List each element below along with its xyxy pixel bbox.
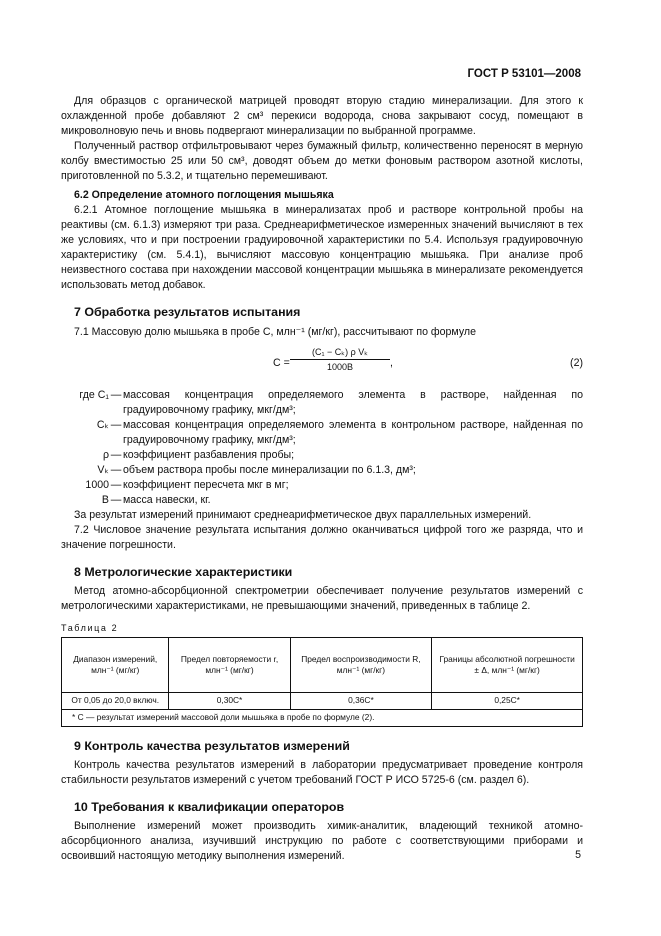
section-10-title: 10 Требования к квалификации операторов (74, 800, 345, 815)
formula-numerator: (C₁ − Cₖ) ρ Vₖ (290, 346, 390, 361)
header-reproducibility: Предел воспроизводимости R, млн⁻¹ (мг/кг) (290, 637, 432, 692)
definition-symbol: где C₁ (79, 388, 109, 401)
formula-fraction (290, 346, 390, 375)
section-9-title: 9 Контроль качества результатов измерений (74, 738, 350, 753)
paragraph-7-1: 7.1 Массовую долю мышьяка в пробе C, млн⁻¹ (мг/кг), рассчитывают по формуле (74, 325, 476, 338)
definition-text: масса навески, кг. (123, 493, 211, 506)
definition-symbol: B (101, 493, 109, 506)
section-7-title: 7 Обработка результатов испытания (74, 305, 301, 320)
definition-symbol: 1000 (85, 478, 109, 491)
definition-dash: — (110, 463, 122, 476)
paragraph-filtration: Полученный раствор отфильтровывают через бумажный фильтр, количественно переносят в мерную колбу вместимостью 25 или 50 см³, доводят объем до метки фоновым раствором азотной кислоты, приготовленной по 5.3.2, и тщательно перемешивают. (61, 140, 583, 183)
definition-text: массовая концентрация определяемого элемента в контрольном растворе, найденная по градуировочному графику, мкг/дм³; (123, 418, 583, 446)
definition-item (61, 463, 583, 478)
table-row (62, 692, 583, 709)
definition-text: коэффициент пересчета мкг в мг; (123, 478, 289, 491)
definition-dash: — (110, 478, 122, 491)
document-code: ГОСТ Р 53101—2008 (467, 68, 581, 80)
paragraph-7-2: 7.2 Числовое значение результата испытания должно оканчиваться цифрой того же разряда, что и значение погрешности. (61, 523, 583, 551)
formula-comma: , (390, 356, 393, 369)
table-caption: Таблица 2 (61, 623, 119, 634)
symbol-definitions (61, 388, 583, 508)
header-error-bounds: Границы абсолютной погрешности ± Δ, млн⁻¹ (мг/кг) (432, 637, 583, 692)
cell-reproducibility: 0,36C* (290, 692, 432, 709)
definition-item (61, 418, 583, 448)
definition-dash: — (110, 448, 122, 461)
paragraph-organic-matrix: Для образцов с органической матрицей проводят вторую стадию минерализации. Для этого к охлажденной пробе добавляют 2 см³ перекиси водорода, снова закрывают сосуд, помещают в микроволновую печь и вновь подвергают минерализации по выбранной программе. (61, 95, 583, 138)
cell-error-bounds: 0,25C* (432, 692, 583, 709)
definition-text: коэффициент разбавления пробы; (123, 448, 295, 461)
section-8-title: 8 Метрологические характеристики (74, 564, 293, 579)
paragraph-9: Контроль качества результатов измерений в лаборатории предусматривает проведение контроля стабильности результатов измерений с учетом требований ГОСТ Р ИСО 5725-6 (см. раздел 6). (61, 758, 583, 787)
definition-text: объем раствора пробы после минерализации по 6.1.3, дм³; (123, 463, 416, 476)
table-footnote: * C — результат измерений массовой доли мышьяка в пробе по формуле (2). (62, 709, 583, 726)
definition-item (61, 493, 583, 508)
formula-denominator: 1000B (326, 362, 354, 373)
paragraph-8: Метод атомно-абсорбционной спектрометрии обеспечивает получение результатов измерений с метрологическими характеристиками, не превышающими значений, приведенных в таблице 2. (61, 585, 583, 613)
cell-repeatability: 0,30C* (169, 692, 290, 709)
formula-2 (61, 344, 583, 384)
definition-symbol: Cₖ (96, 418, 109, 431)
definition-dash: — (110, 388, 122, 401)
table-note-row (62, 709, 583, 726)
formula-number: (2) (570, 356, 583, 369)
document-body (61, 94, 583, 864)
paragraph-10: Выполнение измерений может производить химик-аналитик, владеющий техникой атомно-абсорбционного анализа, изучивший инструкцию по работе с соответствующими приборами и освоивший настоящую методику выполнения измерений. (61, 820, 583, 863)
section-6-2-title: 6.2 Определение атомного поглощения мышьяка (74, 189, 334, 202)
paragraph-6-2-1: 6.2.1 Атомное поглощение мышьяка в минерализатах проб и растворе контрольной пробы на реактивы (см. 6.1.3) измеряют три раза. Среднеарифметическое измеренных значений вычисляют в тех же условиях, что и при построении градуировочной характеристики по 5.4. Используя градуировочную характеристику (см. 5.4.1), вычисляют массовую концентрацию мышьяка. При анализе проб неизвестного состава при нахождении массовой концентрации мышьяка в минерализате рекомендуется использовать метод добавок. (61, 204, 583, 292)
definition-dash: — (110, 418, 122, 431)
formula-lhs: C = (273, 356, 290, 369)
definition-text: массовая концентрация определяемого элемента в растворе, найденная по градуировочному графику, мкг/дм³; (123, 388, 583, 416)
page-number: 5 (575, 849, 581, 861)
definition-symbol: ρ (102, 448, 109, 461)
definition-item (61, 388, 583, 418)
definition-item (61, 448, 583, 463)
cell-range: От 0,05 до 20,0 включ. (62, 692, 169, 709)
paragraph-result-average: За результат измерений принимают среднеарифметическое двух параллельных измерений. (74, 508, 532, 521)
metrology-table (61, 637, 583, 727)
table-header-row (62, 637, 583, 692)
definition-item (61, 478, 583, 493)
definition-symbol: Vₖ (97, 463, 109, 476)
header-range: Диапазон измерений, млн⁻¹ (мг/кг) (62, 637, 169, 692)
definition-dash: — (110, 493, 122, 506)
header-repeatability: Предел повторяемости r, млн⁻¹ (мг/кг) (169, 637, 290, 692)
